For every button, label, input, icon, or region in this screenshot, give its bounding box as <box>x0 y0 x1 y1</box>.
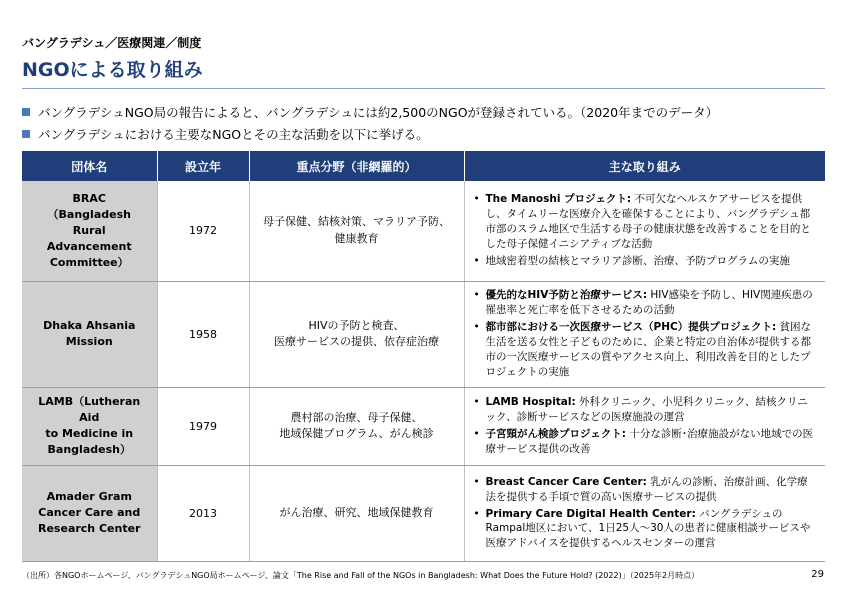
org-name-cell <box>22 387 157 465</box>
bullet-dot-icon: • <box>473 507 480 520</box>
activity-text: 地域密着型の結核とマラリア診断、治療、予防プログラムの実施 <box>485 255 790 268</box>
focus-line: 医療サービスの提供、依存症治療 <box>274 335 439 348</box>
activity-text: 外科クリニック、小児科クリニック、結核クリニック、診断サービスなどの医療施設の運営 <box>485 396 808 424</box>
focus-line: 農村部の治療、母子保健、 <box>290 410 423 424</box>
bullet-dot-icon: • <box>473 255 480 268</box>
source-note: （出所）各NGOホームページ、バングラデシュNGO局ホームページ、論文「The Rise and Fall of the NGOs in Bangladesh: What Does the Future Hold? (2022)」（2025年2月時点） <box>22 571 700 580</box>
org-name-line: BRAC（Bangladesh <box>47 191 131 221</box>
activity-title: 子宮頸がん検診プロジェクト: <box>485 428 626 440</box>
activities-cell <box>464 181 825 281</box>
bullet-dot-icon: • <box>473 321 480 334</box>
intro-bullet-text: バングラデシュにおける主要なNGOとその主な活動を以下に挙げる。 <box>38 127 429 142</box>
focus-line: HIVの予防と検査、 <box>308 318 405 332</box>
table-row <box>22 387 825 465</box>
founded-year-cell: 1979 <box>157 387 249 465</box>
activity-item <box>473 254 816 269</box>
org-name-line: Research Center <box>38 521 141 535</box>
ngo-table <box>22 151 825 562</box>
activity-title: LAMB Hospital: <box>485 396 576 409</box>
org-name-line: Rural Advancement <box>46 223 132 253</box>
intro-bullets <box>22 101 825 145</box>
activity-item <box>473 288 816 318</box>
table-header-row <box>22 151 825 181</box>
bullet-dot-icon: • <box>473 428 480 440</box>
title-divider <box>22 88 825 89</box>
activities-cell <box>464 387 825 465</box>
bullet-dot-icon: • <box>473 475 480 488</box>
activity-title: The Manoshi プロジェクト: <box>485 193 632 206</box>
focus-line: 地域保健プログラム、がん検診 <box>279 427 434 440</box>
org-name-line: Committee） <box>49 255 129 269</box>
intro-bullet-text: バングラデシュNGO局の報告によると、バングラデシュには約2,500のNGOが登録されている。（2020年までのデータ） <box>38 105 719 120</box>
breadcrumb: バングラデシュ／医療関連／制度 <box>22 36 202 50</box>
focus-line: 母子保健、結核対策、マラリア予防、 <box>263 215 450 229</box>
org-name-line: LAMB（Lutheran Aid <box>38 395 141 425</box>
org-name-cell <box>22 465 157 561</box>
bullet-dot-icon: • <box>473 396 480 409</box>
activities-cell <box>464 281 825 387</box>
activity-item <box>473 475 816 505</box>
square-bullet-icon <box>22 108 30 116</box>
activities-cell <box>464 465 825 561</box>
intro-bullet <box>22 123 825 145</box>
focus-line: がん治療、研究、地域保健教育 <box>279 505 434 519</box>
org-name-line: Amader Gram <box>46 490 132 504</box>
page-number: 29 <box>811 569 824 580</box>
activity-item <box>473 320 816 380</box>
activity-item <box>473 192 816 252</box>
focus-line: 健康教育 <box>334 231 379 245</box>
activity-text: HIV感染を予防し、HIV関連疾患の罹患率と死亡率を低下させるための活動 <box>485 289 813 317</box>
org-name-line: Dhaka Ahsania <box>43 319 136 333</box>
header-activities: 主な取り組み <box>464 151 825 181</box>
activity-item <box>473 395 816 425</box>
table-row <box>22 465 825 561</box>
focus-area-cell <box>249 387 464 465</box>
org-name-line: Mission <box>65 335 113 348</box>
focus-area-cell <box>249 465 464 561</box>
bullet-dot-icon: • <box>473 289 480 302</box>
page-title: NGOによる取り組み <box>22 59 203 81</box>
activity-title: 優先的なHIV予防と治療サービス: <box>485 289 648 302</box>
header-focus: 重点分野（非網羅的） <box>249 151 464 181</box>
activity-text: 十分な診断･治療施設がない地域での医療サービス提供の改善 <box>485 428 814 455</box>
org-name-line: to Medicine in <box>45 427 134 440</box>
square-bullet-icon <box>22 130 30 138</box>
focus-area-cell <box>249 181 464 281</box>
table-row <box>22 181 825 281</box>
founded-year-cell: 1958 <box>157 281 249 387</box>
activity-text: バングラデシュのRampal地区において、1日25人～30人の患者に健康相談サービスや医療アドバイスを提供するヘルスセンターの運営 <box>485 507 811 550</box>
activity-title: Breast Cancer Care Center: <box>485 475 647 488</box>
header-org: 団体名 <box>22 151 157 181</box>
intro-bullet <box>22 101 825 123</box>
activity-title: Primary Care Digital Health Center: <box>485 507 696 520</box>
activity-title: 都市部における一次医療サービス（PHC）提供プロジェクト: <box>485 321 777 334</box>
activity-text: 貧困な生活を送る女性と子どものために、企業と特定の自治体が提供する都市の一次医療サービスの質やアクセス向上、利用改善を目的としたプロジェクトの実施 <box>485 321 812 378</box>
org-name-cell <box>22 281 157 387</box>
header-year: 設立年 <box>157 151 249 181</box>
focus-area-cell <box>249 281 464 387</box>
org-name-cell <box>22 181 157 281</box>
org-name-line: Cancer Care and <box>38 506 141 520</box>
founded-year-cell: 2013 <box>157 465 249 561</box>
founded-year-cell: 1972 <box>157 181 249 281</box>
activity-text: 乳がんの診断、治療計画、化学療法を提供する手頃で質の高い医療サービスの提供 <box>485 475 808 503</box>
bullet-dot-icon: • <box>473 193 480 206</box>
activity-text: 不可欠なヘルスケアサービスを提供し、タイムリーな医療介入を確保することにより、バングラデシュ都市部のスラム地区で生活する母子の健康状態を改善することを目的とした母子保健イニシアティブな活動 <box>485 193 811 251</box>
activity-item <box>473 507 816 552</box>
org-name-line: Bangladesh） <box>47 442 131 456</box>
table-row <box>22 281 825 387</box>
activity-item <box>473 427 816 457</box>
